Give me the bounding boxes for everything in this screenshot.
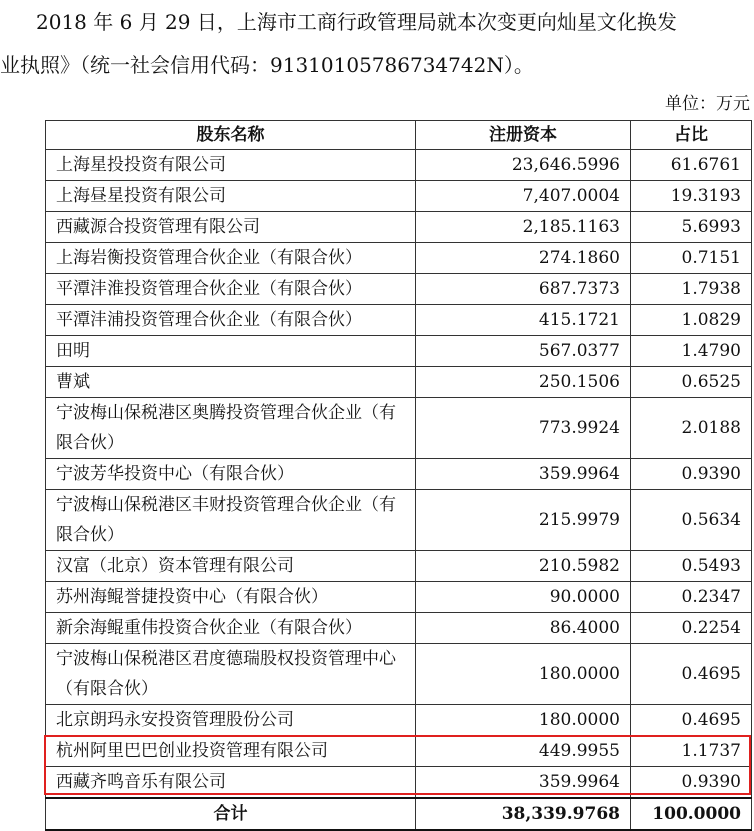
- table-row: [46, 551, 752, 582]
- shareholder-name-cell: 西藏源合投资管理有限公司: [46, 212, 416, 243]
- ratio-cell: 0.6525: [631, 367, 752, 398]
- ratio-cell: 1.4790: [631, 336, 752, 367]
- shareholder-name-cell: 汉富（北京）资本管理有限公司: [46, 551, 416, 582]
- capital-cell: 7,407.0004: [416, 181, 631, 212]
- capital-cell: 274.1860: [416, 243, 631, 274]
- shareholder-name-cell: 西藏齐鸣音乐有限公司: [46, 767, 416, 799]
- capital-cell: 687.7373: [416, 274, 631, 305]
- capital-cell: 2,185.1163: [416, 212, 631, 243]
- capital-cell: 250.1506: [416, 367, 631, 398]
- ratio-cell: 2.0188: [631, 398, 752, 459]
- table-row: [46, 367, 752, 398]
- shareholder-name-cell: 北京朗玛永安投资管理股份公司: [46, 705, 416, 736]
- shareholder-name-cell: 宁波芳华投资中心（有限合伙）: [46, 459, 416, 490]
- shareholder-name-cell: 田明: [46, 336, 416, 367]
- capital-cell: 180.0000: [416, 644, 631, 705]
- header-ratio: 占比: [631, 121, 752, 150]
- table-row: [46, 490, 752, 551]
- ratio-cell: 1.7938: [631, 274, 752, 305]
- shareholder-name-cell: 宁波梅山保税港区丰财投资管理合伙企业（有限合伙）: [46, 490, 416, 551]
- table-row: [46, 243, 752, 274]
- total-ratio-cell: 100.0000: [631, 798, 752, 830]
- capital-cell: 449.9955: [416, 736, 631, 767]
- capital-cell: 210.5982: [416, 551, 631, 582]
- table-row: [46, 459, 752, 490]
- table-row: [46, 613, 752, 644]
- ratio-cell: 0.5634: [631, 490, 752, 551]
- header-registered-capital: 注册资本: [416, 121, 631, 150]
- ratio-cell: 0.2347: [631, 582, 752, 613]
- ratio-cell: 0.4695: [631, 705, 752, 736]
- paragraph-line-1: 2018 年 6 月 29 日，上海市工商行政管理局就本次变更向灿星文化换发: [36, 10, 677, 34]
- shareholder-name-cell: 平潭沣淮投资管理合伙企业（有限合伙）: [46, 274, 416, 305]
- table-row: [46, 736, 752, 767]
- capital-cell: 215.9979: [416, 490, 631, 551]
- shareholder-name-cell: 平潭沣浦投资管理合伙企业（有限合伙）: [46, 305, 416, 336]
- capital-cell: 90.0000: [416, 582, 631, 613]
- ratio-cell: 0.7151: [631, 243, 752, 274]
- ratio-cell: 5.6993: [631, 212, 752, 243]
- table-row: [46, 274, 752, 305]
- shareholder-table: [45, 120, 752, 831]
- shareholder-name-cell: 上海岩衡投资管理合伙企业（有限合伙）: [46, 243, 416, 274]
- capital-cell: 773.9924: [416, 398, 631, 459]
- table-row: [46, 181, 752, 212]
- ratio-cell: 61.6761: [631, 150, 752, 181]
- capital-cell: 415.1721: [416, 305, 631, 336]
- table-row: [46, 398, 752, 459]
- table-row: [46, 767, 752, 799]
- ratio-cell: 1.1737: [631, 736, 752, 767]
- table-row: [46, 705, 752, 736]
- total-label-cell: 合计: [46, 798, 416, 830]
- capital-cell: 180.0000: [416, 705, 631, 736]
- table-row: [46, 336, 752, 367]
- ratio-cell: 0.4695: [631, 644, 752, 705]
- capital-cell: 23,646.5996: [416, 150, 631, 181]
- shareholder-name-cell: 杭州阿里巴巴创业投资管理有限公司: [46, 736, 416, 767]
- capital-cell: 86.4000: [416, 613, 631, 644]
- shareholder-name-cell: 苏州海鲲誉捷投资中心（有限合伙）: [46, 582, 416, 613]
- shareholder-name-cell: 曹斌: [46, 367, 416, 398]
- capital-cell: 359.9964: [416, 459, 631, 490]
- shareholder-name-cell: 宁波梅山保税港区君度德瑞股权投资管理中心（有限合伙）: [46, 644, 416, 705]
- ratio-cell: 19.3193: [631, 181, 752, 212]
- unit-label: 单位：万元: [665, 94, 750, 114]
- shareholder-name-cell: 新余海鲲重伟投资合伙企业（有限合伙）: [46, 613, 416, 644]
- paragraph-line-2: 业执照》（统一社会信用代码：91310105786734742N）。: [0, 53, 534, 77]
- header-shareholder-name: 股东名称: [46, 121, 416, 150]
- table-row: [46, 644, 752, 705]
- table-row: [46, 305, 752, 336]
- ratio-cell: 0.5493: [631, 551, 752, 582]
- table-row: [46, 212, 752, 243]
- ratio-cell: 1.0829: [631, 305, 752, 336]
- shareholder-name-cell: 上海星投投资有限公司: [46, 150, 416, 181]
- ratio-cell: 0.9390: [631, 767, 752, 799]
- table-row: [46, 150, 752, 181]
- table-row: [46, 582, 752, 613]
- capital-cell: 359.9964: [416, 767, 631, 799]
- total-capital-cell: 38,339.9768: [416, 798, 631, 830]
- table-header-row: [46, 121, 752, 150]
- table-total-row: [46, 798, 752, 830]
- shareholder-name-cell: 上海昼星投资有限公司: [46, 181, 416, 212]
- table-body: [46, 150, 752, 831]
- ratio-cell: 0.2254: [631, 613, 752, 644]
- ratio-cell: 0.9390: [631, 459, 752, 490]
- capital-cell: 567.0377: [416, 336, 631, 367]
- shareholder-name-cell: 宁波梅山保税港区奥腾投资管理合伙企业（有限合伙）: [46, 398, 416, 459]
